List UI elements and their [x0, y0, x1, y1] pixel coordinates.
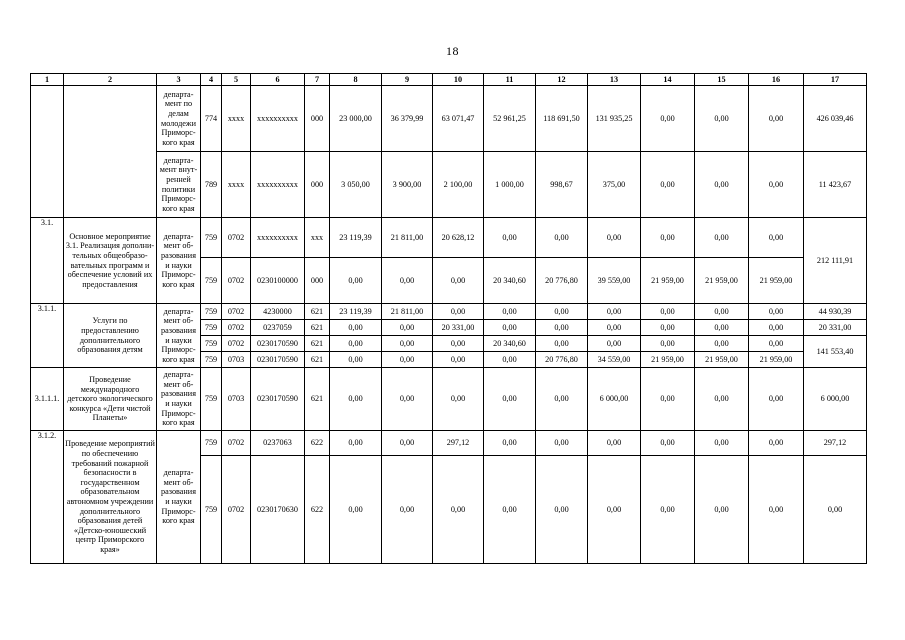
value-cell: 21 959,00	[749, 258, 804, 304]
department-cell: департа-мент внут-ренней политики Приморс-кого края	[157, 152, 201, 218]
code-cell: 621	[305, 320, 330, 336]
value-cell: 21 811,00	[382, 218, 433, 258]
code-cell: 0702	[222, 431, 251, 456]
value-cell: 0,00	[382, 258, 433, 304]
value-cell: 0,00	[695, 86, 749, 152]
value-cell: 21 811,00	[382, 304, 433, 320]
code-cell: xxx	[305, 218, 330, 258]
value-cell: 0,00	[330, 258, 382, 304]
code-cell: 759	[201, 352, 222, 368]
code-cell: 0702	[222, 304, 251, 320]
code-cell: 759	[201, 320, 222, 336]
value-cell: 375,00	[588, 152, 641, 218]
budget-table	[30, 73, 867, 564]
row-internal	[31, 152, 867, 218]
code-cell: 0230170590	[251, 352, 305, 368]
value-cell: 21 959,00	[641, 352, 695, 368]
code-cell: 759	[201, 336, 222, 352]
value-cell: 0,00	[484, 352, 536, 368]
value-cell: 998,67	[536, 152, 588, 218]
code-cell: 622	[305, 456, 330, 564]
value-cell: 0,00	[749, 336, 804, 352]
value-cell: 0,00	[695, 431, 749, 456]
column-header: 9	[382, 74, 433, 86]
code-cell: 4230000	[251, 304, 305, 320]
value-cell: 0,00	[484, 320, 536, 336]
department-cell: департа-мент по делам молодежи Приморс-кого края	[157, 86, 201, 152]
code-cell: 0702	[222, 336, 251, 352]
code-cell: 0237059	[251, 320, 305, 336]
value-cell: 0,00	[749, 320, 804, 336]
header-row	[31, 74, 867, 86]
row-3-1-a	[31, 218, 867, 258]
code-cell: 0702	[222, 320, 251, 336]
activity-name: Проведение международного детского экологического конкурса «Дети чистой Планеты»	[64, 368, 157, 431]
value-cell: 0,00	[641, 368, 695, 431]
total-cell: 141 553,40	[804, 336, 867, 368]
column-header: 13	[588, 74, 641, 86]
value-cell: 0,00	[433, 456, 484, 564]
code-cell: 0230170590	[251, 336, 305, 352]
code-cell: 0230100000	[251, 258, 305, 304]
code-number: 3.1.2.	[31, 431, 64, 564]
value-cell: 0,00	[536, 218, 588, 258]
value-cell: 0,00	[749, 304, 804, 320]
code-number: 3.1.1.1.	[31, 368, 64, 431]
code-cell: 621	[305, 336, 330, 352]
code-cell: xxxxxxxxxx	[251, 218, 305, 258]
value-cell: 0,00	[382, 336, 433, 352]
activity-name: Основное мероприятие 3.1. Реализация дополни-тельных общеобразо-вательных программ и обеспечение условий их предоставления	[64, 218, 157, 304]
code-cell: 759	[201, 431, 222, 456]
code-cell: 789	[201, 152, 222, 218]
value-cell: 20 340,60	[484, 336, 536, 352]
value-cell: 0,00	[749, 456, 804, 564]
column-header: 10	[433, 74, 484, 86]
value-cell: 0,00	[484, 218, 536, 258]
value-cell: 0,00	[382, 352, 433, 368]
column-header: 6	[251, 74, 305, 86]
value-cell: 0,00	[536, 320, 588, 336]
value-cell: 0,00	[641, 456, 695, 564]
value-cell: 63 071,47	[433, 86, 484, 152]
value-cell: 0,00	[330, 320, 382, 336]
value-cell: 0,00	[536, 456, 588, 564]
value-cell: 0,00	[588, 218, 641, 258]
total-cell: 426 039,46	[804, 86, 867, 152]
value-cell: 0,00	[330, 336, 382, 352]
value-cell: 0,00	[588, 456, 641, 564]
value-cell: 0,00	[433, 304, 484, 320]
value-cell: 0,00	[641, 86, 695, 152]
code-cell: 0237063	[251, 431, 305, 456]
empty-cell	[64, 86, 157, 218]
column-header: 15	[695, 74, 749, 86]
value-cell: 0,00	[588, 336, 641, 352]
value-cell: 0,00	[588, 320, 641, 336]
code-cell: 621	[305, 352, 330, 368]
value-cell: 0,00	[695, 304, 749, 320]
column-header: 4	[201, 74, 222, 86]
value-cell: 0,00	[382, 431, 433, 456]
value-cell: 39 559,00	[588, 258, 641, 304]
code-cell: 621	[305, 368, 330, 431]
value-cell: 0,00	[641, 304, 695, 320]
column-header: 16	[749, 74, 804, 86]
value-cell: 0,00	[433, 336, 484, 352]
value-cell: 0,00	[330, 431, 382, 456]
code-cell: 0703	[222, 368, 251, 431]
code-cell: 622	[305, 431, 330, 456]
value-cell: 2 100,00	[433, 152, 484, 218]
column-header: 2	[64, 74, 157, 86]
column-header: 12	[536, 74, 588, 86]
code-cell: 759	[201, 258, 222, 304]
value-cell: 0,00	[330, 368, 382, 431]
code-cell: 000	[305, 86, 330, 152]
value-cell: 21 959,00	[695, 258, 749, 304]
column-header: 3	[157, 74, 201, 86]
row-3-1-1-a	[31, 304, 867, 320]
value-cell: 3 900,00	[382, 152, 433, 218]
value-cell: 23 000,00	[330, 86, 382, 152]
row-3-1-1-1	[31, 368, 867, 431]
code-cell: 000	[305, 258, 330, 304]
value-cell: 0,00	[749, 152, 804, 218]
code-number: 3.1.	[31, 218, 64, 304]
value-cell: 23 119,39	[330, 218, 382, 258]
value-cell: 1 000,00	[484, 152, 536, 218]
department-cell: департа-мент об-разования и науки Приморс-кого края	[157, 304, 201, 368]
value-cell: 0,00	[484, 304, 536, 320]
value-cell: 0,00	[536, 431, 588, 456]
code-cell: xxxx	[222, 152, 251, 218]
code-cell: 0703	[222, 352, 251, 368]
value-cell: 297,12	[433, 431, 484, 456]
value-cell: 131 935,25	[588, 86, 641, 152]
row-3-1-2-a	[31, 431, 867, 456]
code-cell: 621	[305, 304, 330, 320]
value-cell: 21 959,00	[695, 352, 749, 368]
value-cell: 0,00	[749, 368, 804, 431]
total-cell: 6 000,00	[804, 368, 867, 431]
value-cell: 0,00	[695, 218, 749, 258]
value-cell: 3 050,00	[330, 152, 382, 218]
value-cell: 36 379,99	[382, 86, 433, 152]
value-cell: 0,00	[484, 456, 536, 564]
code-cell: 0702	[222, 456, 251, 564]
activity-name: Услуги по предоставлению дополнительного образования детям	[64, 304, 157, 368]
column-header: 7	[305, 74, 330, 86]
value-cell: 0,00	[641, 320, 695, 336]
code-cell: xxxx	[222, 86, 251, 152]
code-cell: 0230170590	[251, 368, 305, 431]
value-cell: 34 559,00	[588, 352, 641, 368]
value-cell: 0,00	[588, 304, 641, 320]
department-cell: департа-мент об-разования и науки Приморс-кого края	[157, 368, 201, 431]
value-cell: 0,00	[382, 368, 433, 431]
value-cell: 0,00	[536, 304, 588, 320]
value-cell: 0,00	[330, 456, 382, 564]
value-cell: 0,00	[695, 320, 749, 336]
value-cell: 0,00	[433, 368, 484, 431]
value-cell: 6 000,00	[588, 368, 641, 431]
value-cell: 0,00	[695, 336, 749, 352]
value-cell: 0,00	[695, 368, 749, 431]
value-cell: 52 961,25	[484, 86, 536, 152]
value-cell: 0,00	[433, 352, 484, 368]
value-cell: 0,00	[382, 456, 433, 564]
code-cell: 759	[201, 218, 222, 258]
code-number: 3.1.1.	[31, 304, 64, 368]
total-cell: 0,00	[804, 456, 867, 564]
column-header: 8	[330, 74, 382, 86]
value-cell: 0,00	[695, 456, 749, 564]
value-cell: 0,00	[749, 86, 804, 152]
value-cell: 0,00	[536, 336, 588, 352]
code-cell: 774	[201, 86, 222, 152]
code-cell: xxxxxxxxxx	[251, 152, 305, 218]
value-cell: 20 628,12	[433, 218, 484, 258]
activity-name: Проведение мероприятий по обеспечению требований пожарной безопасности в государственном образовательном автономном учреждении дополнительного образования детей «Детско-юношеский центр Приморского края»	[64, 431, 157, 564]
code-cell: xxxxxxxxxx	[251, 86, 305, 152]
code-cell: 759	[201, 456, 222, 564]
value-cell: 0,00	[588, 431, 641, 456]
column-header: 11	[484, 74, 536, 86]
value-cell: 0,00	[484, 431, 536, 456]
value-cell: 0,00	[641, 218, 695, 258]
code-cell: 0702	[222, 258, 251, 304]
total-cell: 44 930,39	[804, 304, 867, 320]
total-cell: 212 111,91	[804, 218, 867, 304]
department-cell: департа-мент об-разования и науки Приморс-кого края	[157, 431, 201, 564]
value-cell: 0,00	[536, 368, 588, 431]
code-cell: 0702	[222, 218, 251, 258]
total-cell: 11 423,67	[804, 152, 867, 218]
column-header: 5	[222, 74, 251, 86]
value-cell: 0,00	[484, 368, 536, 431]
column-header: 14	[641, 74, 695, 86]
value-cell: 0,00	[433, 258, 484, 304]
empty-cell	[31, 86, 64, 218]
value-cell: 0,00	[382, 320, 433, 336]
value-cell: 20 776,80	[536, 352, 588, 368]
value-cell: 23 119,39	[330, 304, 382, 320]
code-cell: 759	[201, 304, 222, 320]
value-cell: 20 331,00	[433, 320, 484, 336]
value-cell: 118 691,50	[536, 86, 588, 152]
total-cell: 297,12	[804, 431, 867, 456]
value-cell: 0,00	[749, 218, 804, 258]
total-cell: 20 331,00	[804, 320, 867, 336]
value-cell: 20 776,80	[536, 258, 588, 304]
value-cell: 0,00	[641, 152, 695, 218]
department-cell: департа-мент об-разования и науки Приморс-кого края	[157, 218, 201, 304]
column-header: 17	[804, 74, 867, 86]
value-cell: 0,00	[330, 352, 382, 368]
value-cell: 21 959,00	[641, 258, 695, 304]
code-cell: 000	[305, 152, 330, 218]
value-cell: 0,00	[641, 431, 695, 456]
column-header: 1	[31, 74, 64, 86]
code-cell: 759	[201, 368, 222, 431]
value-cell: 21 959,00	[749, 352, 804, 368]
row-youth	[31, 86, 867, 152]
value-cell: 0,00	[695, 152, 749, 218]
page-number: 18	[446, 44, 459, 58]
value-cell: 0,00	[641, 336, 695, 352]
value-cell: 20 340,60	[484, 258, 536, 304]
code-cell: 0230170630	[251, 456, 305, 564]
value-cell: 0,00	[749, 431, 804, 456]
